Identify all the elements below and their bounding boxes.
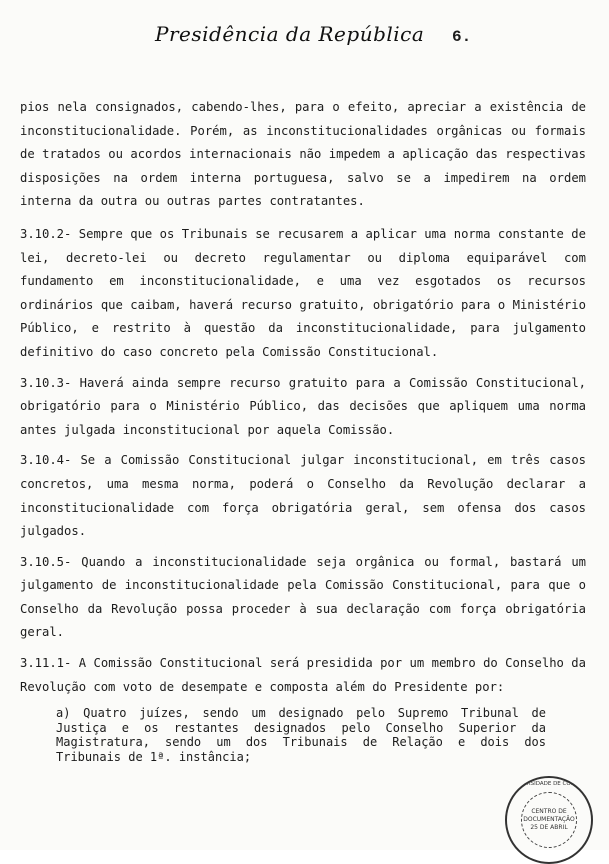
list-item-text: Quatro juízes, sendo um designado pelo Supremo Tribunal de Justiça e os restantes designados pelo Conselho Superior da Magistratura, sendo um dos Tribunais de Relação e dois dos Tribunais de 1ª. instância; — [56, 706, 546, 765]
paragraph-3-10-5: 3.10.5- Quando a inconstitucionalidade seja orgânica ou formal, bastará um julgamento de inconstitucionalidade pela Comissão Constitucional, para que o Conselho da Revolução possa proceder à sua declaração com força obrigatória geral. — [20, 554, 586, 640]
list-item-a — [56, 706, 586, 764]
archive-stamp — [505, 776, 593, 864]
letterhead: Presidência da República — [155, 22, 425, 46]
stamp-ring-text: UNIVERSIDADE DE COIMBRA — [509, 781, 589, 787]
document-body — [20, 96, 586, 765]
paragraph-3-11-1: 3.11.1- A Comissão Constitucional será presidida por um membro do Conselho da Revolução com voto de desempate e composta além do Presidente por: — [20, 656, 586, 694]
paragraph-3-10-4: 3.10.4- Se a Comissão Constitucional julgar inconstitucional, em três casos concretos, uma mesma norma, poderá o Conselho da Revolução declarar a inconstitucionalidade com força obrigatória geral, sem ofensa dos casos julgados. — [20, 453, 586, 539]
stamp-line-2: DOCUMENTAÇÃO — [523, 816, 575, 823]
page-number: 6. — [452, 28, 472, 46]
paragraph-3-10-2: 3.10.2- Sempre que os Tribunais se recusarem a aplicar uma norma constante de lei, decreto-lei ou decreto regulamentar ou diploma equiparável com fundamento em inconstitucionalidade, e uma vez esgotados os recursos ordinários que caibam, haverá recurso gratuito, obrigatório para o Ministério Público, e restrito à questão da inconstitucionalidade, para julgamento definitivo do caso concreto pela Comissão Constitucional. — [20, 226, 586, 359]
list-item-label: a) — [56, 706, 71, 721]
paragraph-3-10-3: 3.10.3- Haverá ainda sempre recurso gratuito para a Comissão Constitucional, obrigatório para o Ministério Público, das decisões que apliquem uma norma antes julgada inconstitucional por aquela Comissão. — [20, 375, 586, 437]
paragraph-continuation: pios nela consignados, cabendo-lhes, para o efeito, apreciar a existência de inconstitucionalidade. Porém, as inconstitucionalidades orgânicas ou formais de tratados ou acordos internacionais não impedem a aplicação das respectivas disposições na ordem interna portuguesa, salvo se a impedirem na ordem interna da outra ou outras partes contratantes. — [20, 100, 586, 209]
stamp-center-text — [507, 808, 591, 832]
stamp-line-3: 25 DE ABRIL — [530, 824, 568, 831]
stamp-line-1: CENTRO DE — [531, 808, 567, 815]
